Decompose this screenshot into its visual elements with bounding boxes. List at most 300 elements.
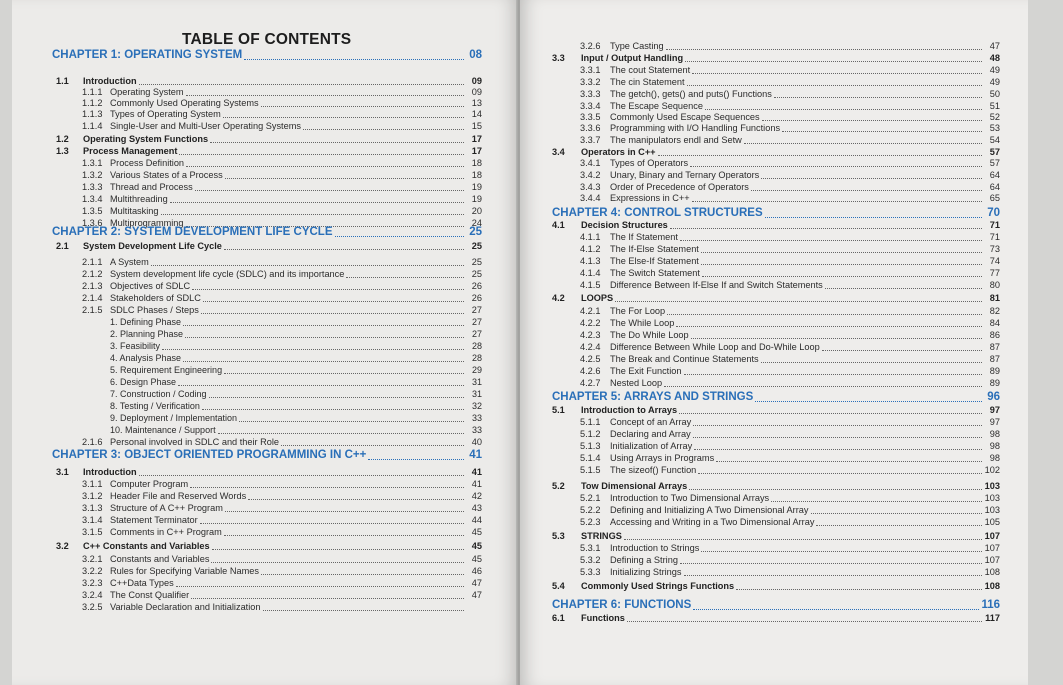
toc-entry (56, 540, 482, 552)
dot-leader (680, 562, 982, 564)
toc-entry-title: Various States of a Process (110, 170, 223, 180)
toc-entry-title: Concept of an Array (610, 417, 692, 427)
toc-entry-title: Unary, Binary and Ternary Operators (610, 170, 760, 180)
toc-entry-title: Defining a String (610, 555, 678, 565)
toc-entry-page: 33 (471, 425, 482, 435)
toc-entry-title: System development life cycle (SDLC) and its importance (110, 269, 345, 279)
toc-entry (580, 88, 1000, 100)
dot-leader (179, 153, 464, 155)
dot-leader (693, 424, 982, 426)
toc-entry-page: 86 (989, 330, 1000, 340)
toc-entry (56, 133, 482, 145)
dot-leader (224, 372, 464, 374)
toc-entry-title: Accessing and Writing in a Two Dimensional Array (610, 517, 815, 527)
toc-entry-page: 27 (471, 317, 482, 327)
toc-entry-title: 10. Maintenance / Support (110, 425, 216, 435)
toc-entry-page: 18 (471, 170, 482, 180)
toc-entry-title: SDLC Phases / Steps (110, 305, 199, 315)
toc-entry-page: 13 (471, 98, 482, 108)
dot-leader (664, 385, 982, 387)
toc-entry-number: 1.3.6 (82, 218, 103, 228)
toc-entry-page: 84 (989, 318, 1000, 328)
toc-entry-page: 80 (989, 280, 1000, 290)
toc-entry-page: 25 (471, 257, 482, 267)
dot-leader (684, 574, 983, 576)
toc-entry-number: 3.4 (552, 147, 565, 157)
toc-entry-page: 70 (987, 207, 1000, 219)
toc-entry-title: Defining and Initializing A Two Dimensional Array (610, 505, 809, 515)
toc-entry-number: 3.1 (56, 467, 69, 477)
dot-leader (782, 130, 982, 132)
toc-entry-page: 40 (471, 437, 482, 447)
toc-entry-number: 3.2.2 (82, 566, 103, 576)
dot-leader (162, 348, 464, 350)
toc-entry (82, 526, 482, 538)
toc-entry-page: 15 (471, 121, 482, 131)
toc-entry (110, 340, 482, 352)
toc-entry (580, 554, 1000, 566)
toc-entry-page: 116 (981, 599, 1000, 611)
toc-entry-title: Decision Structures (581, 220, 668, 230)
toc-entry (82, 280, 482, 292)
toc-entry-number: 5.3.1 (580, 543, 601, 553)
toc-entry-page: 96 (987, 391, 1000, 403)
toc-entry (552, 52, 1000, 64)
dot-leader (736, 588, 982, 590)
dot-leader (248, 498, 464, 500)
toc-entry (82, 120, 482, 132)
dot-leader (244, 58, 464, 60)
toc-entry (110, 352, 482, 364)
toc-entry-page: 48 (989, 53, 1000, 63)
toc-entry-page: 14 (471, 109, 482, 119)
dot-leader (811, 512, 983, 514)
toc-entry-number: 2.1.3 (82, 281, 103, 291)
toc-entry-title: Introduction (83, 467, 137, 477)
toc-entry (552, 598, 1000, 612)
toc-entry-page: 77 (989, 268, 1000, 278)
toc-entry (552, 219, 1000, 231)
toc-entry (82, 514, 482, 526)
dot-leader (667, 313, 982, 315)
toc-entry (82, 565, 482, 577)
toc-entry-number: 3.1.4 (82, 515, 103, 525)
dot-leader (624, 538, 982, 540)
toc-entry-number: 2.1.1 (82, 257, 103, 267)
toc-entry-page: 107 (984, 543, 1000, 553)
toc-entry-title: The getch(), gets() and puts() Functions (610, 89, 772, 99)
toc-entry-number: 4.2.3 (580, 330, 601, 340)
toc-entry-title: The If Statement (610, 232, 678, 242)
toc-entry-number: 3.3.4 (580, 101, 601, 111)
dot-leader (224, 534, 464, 536)
toc-entry (580, 169, 1000, 181)
toc-entry-page: 108 (984, 567, 1000, 577)
toc-entry-title: Header File and Reserved Words (110, 491, 247, 501)
dot-leader (685, 60, 982, 62)
toc-entry (82, 268, 482, 280)
toc-entry (552, 390, 1000, 404)
toc-entry-page: 98 (989, 441, 1000, 451)
dot-leader (212, 548, 464, 550)
dot-leader (716, 460, 982, 462)
toc-entry-page: 73 (989, 244, 1000, 254)
toc-entry-title: Objectives of SDLC (110, 281, 191, 291)
toc-entry (580, 492, 1000, 504)
toc-entry-number: 3.3.5 (580, 112, 601, 122)
toc-entry-page: 42 (471, 491, 482, 501)
toc-entry (110, 364, 482, 376)
dot-leader (151, 264, 464, 266)
toc-entry-title: CHAPTER 6: FUNCTIONS (552, 599, 692, 611)
dot-leader (261, 105, 464, 107)
toc-entry-page: 98 (989, 429, 1000, 439)
dot-leader (680, 239, 982, 241)
toc-entry (580, 516, 1000, 528)
dot-leader (679, 412, 982, 414)
toc-entry-title: The cout Statement (610, 65, 691, 75)
toc-entry-number: 5.3.2 (580, 555, 601, 565)
dot-leader (692, 72, 982, 74)
toc-entry-page: 41 (469, 449, 482, 461)
toc-entry-page: 41 (471, 467, 482, 477)
toc-entry-number: 1.2 (56, 134, 69, 144)
dot-leader (200, 522, 464, 524)
toc-entry-title: CHAPTER 5: ARRAYS AND STRINGS (552, 391, 754, 403)
dot-leader (223, 116, 464, 118)
toc-entry-page: 65 (989, 193, 1000, 203)
dot-leader (771, 500, 982, 502)
toc-entry (52, 48, 482, 62)
toc-entry (580, 365, 1000, 377)
dot-leader (225, 510, 464, 512)
toc-entry-page: 24 (471, 218, 482, 228)
toc-entry-number: 4.2.7 (580, 378, 601, 388)
dot-leader (185, 336, 464, 338)
toc-entry-page: 81 (989, 293, 1000, 303)
dot-leader (765, 216, 982, 218)
toc-entry-page: 103 (984, 481, 1000, 491)
toc-entry-page: 49 (989, 77, 1000, 87)
dot-leader (178, 384, 464, 386)
toc-entry-number: 3.2.5 (82, 602, 103, 612)
toc-entry-page: 28 (471, 341, 482, 351)
toc-entry-number: 5.1.3 (580, 441, 601, 451)
dot-leader (186, 94, 464, 96)
toc-entry-number: 5.2 (552, 481, 565, 491)
dot-leader (701, 263, 982, 265)
toc-entry-number: 3.2.3 (82, 578, 103, 588)
dot-leader (744, 142, 982, 144)
toc-entry-page: 25 (471, 269, 482, 279)
toc-entry-page: 17 (471, 134, 482, 144)
toc-entry-title: System Development Life Cycle (83, 241, 222, 251)
toc-entry (82, 436, 482, 448)
toc-entry-page: 47 (471, 578, 482, 588)
toc-entry-page: 64 (989, 170, 1000, 180)
toc-entry-page: 103 (984, 493, 1000, 503)
toc-entry (82, 589, 482, 601)
toc-entry-number: 5.4 (552, 581, 565, 591)
dot-leader (751, 189, 982, 191)
toc-entry-number: 5.2.2 (580, 505, 601, 515)
dot-leader (190, 486, 464, 488)
dot-leader (170, 201, 464, 203)
toc-entry-number: 2.1.4 (82, 293, 103, 303)
dot-leader (691, 337, 982, 339)
toc-entry-page: 27 (471, 329, 482, 339)
toc-entry-page: 47 (471, 590, 482, 600)
toc-entry-number: 3.3.3 (580, 89, 601, 99)
toc-entry-number: 3.3.2 (580, 77, 601, 87)
toc-entry-page: 49 (989, 65, 1000, 75)
toc-entry-page: 82 (989, 306, 1000, 316)
toc-entry-number: 5.1 (552, 405, 565, 415)
toc-entry-number: 1.1.4 (82, 121, 103, 131)
toc-entry (580, 40, 1000, 52)
toc-entry (110, 400, 482, 412)
dot-leader (195, 189, 464, 191)
dot-leader (218, 432, 464, 434)
toc-entry-title: Rules for Specifying Variable Names (110, 566, 259, 576)
toc-entry-title: Input / Output Handling (581, 53, 684, 63)
dot-leader (161, 213, 464, 215)
toc-entry-title: Difference Between While Loop and Do-While Loop (610, 342, 820, 352)
toc-entry-title: Variable Declaration and Initialization (110, 602, 261, 612)
toc-entry-title: Type Casting (610, 41, 664, 51)
toc-entry-title: The For Loop (610, 306, 666, 316)
dot-leader (755, 400, 982, 402)
toc-entry (580, 255, 1000, 267)
toc-entry-page: 64 (989, 182, 1000, 192)
toc-entry (552, 530, 1000, 542)
toc-entry-title: Multiprogramming (110, 218, 184, 228)
toc-entry-page: 43 (471, 503, 482, 513)
dot-leader (139, 83, 464, 85)
toc-entry (82, 490, 482, 502)
dot-leader (687, 84, 982, 86)
toc-entry-number: 5.1.2 (580, 429, 601, 439)
toc-entry (52, 448, 482, 462)
toc-entry-page: 87 (989, 354, 1000, 364)
toc-entry-title: Operators in C++ (581, 147, 656, 157)
toc-entry (580, 267, 1000, 279)
toc-entry-number: 4.2.6 (580, 366, 601, 376)
toc-entry-title: Introduction to Strings (610, 543, 700, 553)
dot-leader (186, 165, 464, 167)
toc-entry (580, 305, 1000, 317)
toc-entry-title: Difference Between If-Else If and Switch Statements (610, 280, 823, 290)
toc-entry-page: 47 (989, 41, 1000, 51)
dot-leader (192, 288, 464, 290)
toc-entry-number: 3.3.1 (580, 65, 601, 75)
toc-entry (110, 376, 482, 388)
left-page (12, 0, 518, 685)
toc-entry (82, 292, 482, 304)
toc-entry (580, 243, 1000, 255)
dot-leader (201, 312, 464, 314)
toc-entry-title: Introduction to Two Dimensional Arrays (610, 493, 770, 503)
dot-leader (701, 251, 982, 253)
toc-entry-title: Stakeholders of SDLC (110, 293, 201, 303)
toc-entry (580, 279, 1000, 291)
toc-entry (82, 502, 482, 514)
toc-entry (82, 169, 482, 181)
toc-entry (110, 316, 482, 328)
toc-entry (580, 122, 1000, 134)
toc-entry-number: 3.1.5 (82, 527, 103, 537)
toc-entry-title: Process Definition (110, 158, 185, 168)
dot-leader (191, 597, 464, 599)
dot-leader (176, 585, 464, 587)
toc-entry-title: Nested Loop (610, 378, 663, 388)
toc-entry-number: 1.3.2 (82, 170, 103, 180)
toc-entry (580, 416, 1000, 428)
toc-entry (82, 478, 482, 490)
toc-entry-title: LOOPS (581, 293, 614, 303)
toc-entry-number: 6.1 (552, 613, 565, 623)
toc-entry (580, 452, 1000, 464)
dot-leader (239, 420, 464, 422)
toc-entry-page: 57 (989, 158, 1000, 168)
toc-entry (580, 377, 1000, 389)
toc-entry-title: The manipulators endl and Setw (610, 135, 742, 145)
toc-entry-number: 4.2.1 (580, 306, 601, 316)
toc-entry-page: 19 (471, 194, 482, 204)
dot-leader (335, 235, 465, 237)
toc-entry-title: Initialization of Array (610, 441, 693, 451)
dot-leader (658, 154, 982, 156)
toc-entry-title: Comments in C++ Program (110, 527, 222, 537)
toc-entry-page: 44 (471, 515, 482, 525)
toc-entry-title: Thread and Process (110, 182, 193, 192)
toc-entry-page: 08 (469, 49, 482, 61)
toc-entry-number: 4.1 (552, 220, 565, 230)
toc-entry-number: 1.3.4 (82, 194, 103, 204)
toc-entry (82, 304, 482, 316)
toc-entry-page: 102 (984, 465, 1000, 475)
dot-leader (825, 287, 982, 289)
toc-entry-title: Commonly Used Escape Sequences (610, 112, 760, 122)
toc-entry-number: 3.4.2 (580, 170, 601, 180)
toc-entry (82, 205, 482, 217)
toc-entry-page: 54 (989, 135, 1000, 145)
dot-leader (702, 275, 982, 277)
dot-leader (281, 444, 464, 446)
dot-leader (816, 524, 982, 526)
toc-entry-number: 1.3 (56, 146, 69, 156)
toc-entry-page: 29 (471, 365, 482, 375)
toc-entry-page: 97 (989, 405, 1000, 415)
toc-entry-page: 105 (984, 517, 1000, 527)
toc-entry-number: 5.2.3 (580, 517, 601, 527)
toc-entry-number: 4.1.1 (580, 232, 601, 242)
toc-entry (552, 404, 1000, 416)
dot-leader (693, 436, 982, 438)
right-page (520, 0, 1028, 685)
toc-entry-title: Introduction (83, 76, 137, 86)
toc-entry (110, 388, 482, 400)
toc-entry-title: Statement Terminator (110, 515, 198, 525)
toc-entry (552, 480, 1000, 492)
toc-entry-number: 3.4.4 (580, 193, 601, 203)
toc-entry (580, 504, 1000, 516)
dot-leader (666, 48, 982, 50)
toc-entry (82, 157, 482, 169)
toc-entry (82, 256, 482, 268)
toc-entry-title: 2. Planning Phase (110, 329, 184, 339)
dot-leader (202, 408, 464, 410)
dot-leader (701, 550, 982, 552)
toc-entry (580, 76, 1000, 88)
toc-entry (552, 580, 1000, 592)
dot-leader (225, 177, 464, 179)
dot-leader (303, 128, 464, 130)
toc-entry-title: The sizeof() Function (610, 465, 697, 475)
toc-entry (82, 553, 482, 565)
toc-entry-page: 27 (471, 305, 482, 315)
dot-leader (627, 620, 982, 622)
toc-entry-number: 4.2.4 (580, 342, 601, 352)
page-title: TABLE OF CONTENTS (182, 31, 352, 48)
toc-entry-number: 1.3.1 (82, 158, 103, 168)
toc-entry-title: The Const Qualifier (110, 590, 190, 600)
toc-entry-number: 1.3.3 (82, 182, 103, 192)
toc-entry-number: 2.1.5 (82, 305, 103, 315)
dot-leader (139, 474, 464, 476)
toc-entry-number: 4.1.4 (580, 268, 601, 278)
toc-entry-number: 5.1.5 (580, 465, 601, 475)
toc-entry-page: 31 (471, 389, 482, 399)
toc-entry-number: 2.1.2 (82, 269, 103, 279)
toc-entry-title: 7. Construction / Coding (110, 389, 207, 399)
toc-entry-number: 5.2.1 (580, 493, 601, 503)
toc-entry (580, 329, 1000, 341)
toc-entry-page: 46 (471, 566, 482, 576)
toc-entry-title: Structure of A C++ Program (110, 503, 223, 513)
toc-entry-number: 5.1.4 (580, 453, 601, 463)
toc-entry-number: 3.2.1 (82, 554, 103, 564)
toc-entry-title: Constants and Variables (110, 554, 210, 564)
dot-leader (209, 396, 464, 398)
toc-entry (82, 181, 482, 193)
toc-entry-number: 1.1.2 (82, 98, 103, 108)
toc-entry-title: Computer Program (110, 479, 189, 489)
toc-entry-page: 71 (989, 220, 1000, 230)
toc-entry-number: 4.1.3 (580, 256, 601, 266)
toc-entry-number: 3.3.6 (580, 123, 601, 133)
toc-entry-page: 20 (471, 206, 482, 216)
toc-entry-title: Commonly Used Strings Functions (581, 581, 735, 591)
toc-entry-title: Declaring and Array (610, 429, 691, 439)
toc-entry-number: 3.1.2 (82, 491, 103, 501)
toc-entry-page: 31 (471, 377, 482, 387)
toc-entry (110, 412, 482, 424)
toc-entry-page: 26 (471, 281, 482, 291)
toc-entry-number: 1.3.5 (82, 206, 103, 216)
toc-entry-number: 4.2.5 (580, 354, 601, 364)
toc-entry (56, 240, 482, 252)
toc-entry-page: 09 (471, 87, 482, 97)
toc-entry-number: 3.4.1 (580, 158, 601, 168)
toc-entry-title: The Switch Statement (610, 268, 700, 278)
toc-entry (580, 192, 1000, 204)
toc-entry-title: Types of Operators (610, 158, 689, 168)
dot-leader (822, 349, 982, 351)
dot-leader (694, 448, 982, 450)
toc-entry-title: The If-Else Statement (610, 244, 699, 254)
toc-entry-page: 18 (471, 158, 482, 168)
